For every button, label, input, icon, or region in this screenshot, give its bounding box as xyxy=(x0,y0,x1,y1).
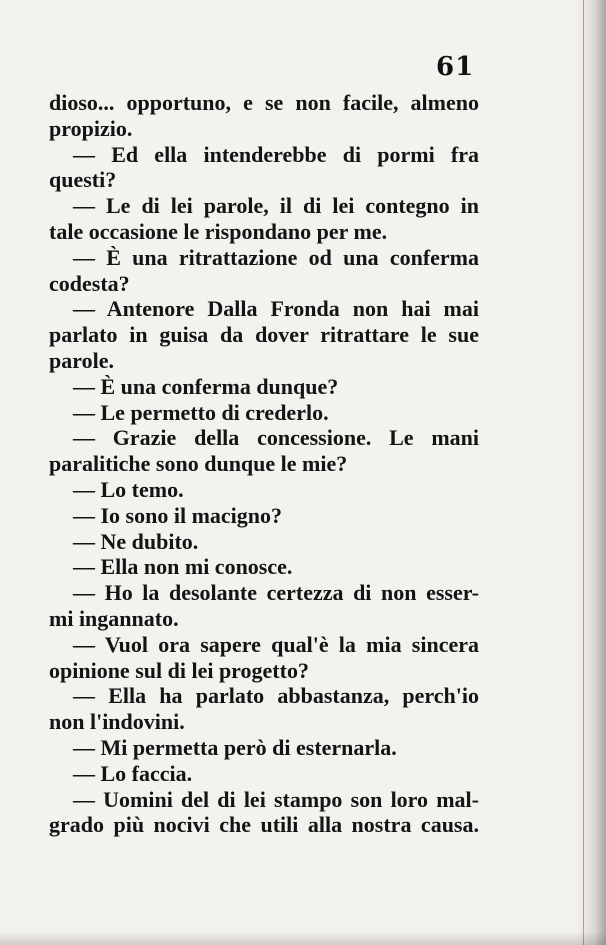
page-bottom-shadow xyxy=(0,931,606,945)
text-line: grado più nocivi che utili alla nostra causa. xyxy=(49,812,479,838)
text-line: parole. xyxy=(49,347,114,373)
text-line: questi? xyxy=(49,167,117,193)
text-line: — Ella ha parlato abbastanza, perch'io xyxy=(73,683,479,709)
text-line: — Ne dubito. xyxy=(73,528,199,554)
text-line: mi ingannato. xyxy=(49,605,179,631)
text-line: — Lo faccia. xyxy=(73,760,193,786)
text-line: — Ho la desolante certezza di non esser- xyxy=(73,580,479,606)
text-line: — È una conferma dunque? xyxy=(73,373,339,399)
text-line: codesta? xyxy=(49,270,130,296)
text-line: — Ed ella intenderebbe di pormi fra xyxy=(73,141,479,167)
text-line: non l'indovini. xyxy=(49,709,185,735)
text-line: — Vuol ora sapere qual'è la mia sincera xyxy=(73,631,479,657)
text-line: paralitiche sono dunque le mie? xyxy=(49,451,348,477)
page-edge-line xyxy=(583,0,584,945)
text-line: — Io sono il macigno? xyxy=(73,502,283,528)
text-line: — Grazie della concessione. Le mani xyxy=(73,425,479,451)
text-line: — Antenore Dalla Fronda non hai mai xyxy=(73,296,479,322)
text-line: — Le di lei parole, il di lei contegno in xyxy=(73,193,479,219)
text-line: tale occasione le rispondano per me. xyxy=(49,218,388,244)
text-line: — Ella non mi conosce. xyxy=(73,554,293,580)
body-text xyxy=(49,90,479,838)
page-number: 61 xyxy=(436,52,475,82)
text-line: opinione sul di lei progetto? xyxy=(49,657,309,683)
text-line: parlato in guisa da dover ritrattare le sue xyxy=(49,322,479,348)
text-line: — Lo temo. xyxy=(73,476,184,502)
text-line: — È una ritrattazione od una conferma xyxy=(73,244,479,270)
page-edge-shadow xyxy=(576,0,606,945)
text-line: — Le permetto di crederlo. xyxy=(73,399,329,425)
text-line: propizio. xyxy=(49,115,133,141)
text-line: — Mi permetta però di esternarla. xyxy=(73,734,397,760)
text-line: — Uomini del di lei stampo son loro mal- xyxy=(73,786,479,812)
text-line: dioso... opportuno, e se non facile, almeno xyxy=(49,90,479,115)
